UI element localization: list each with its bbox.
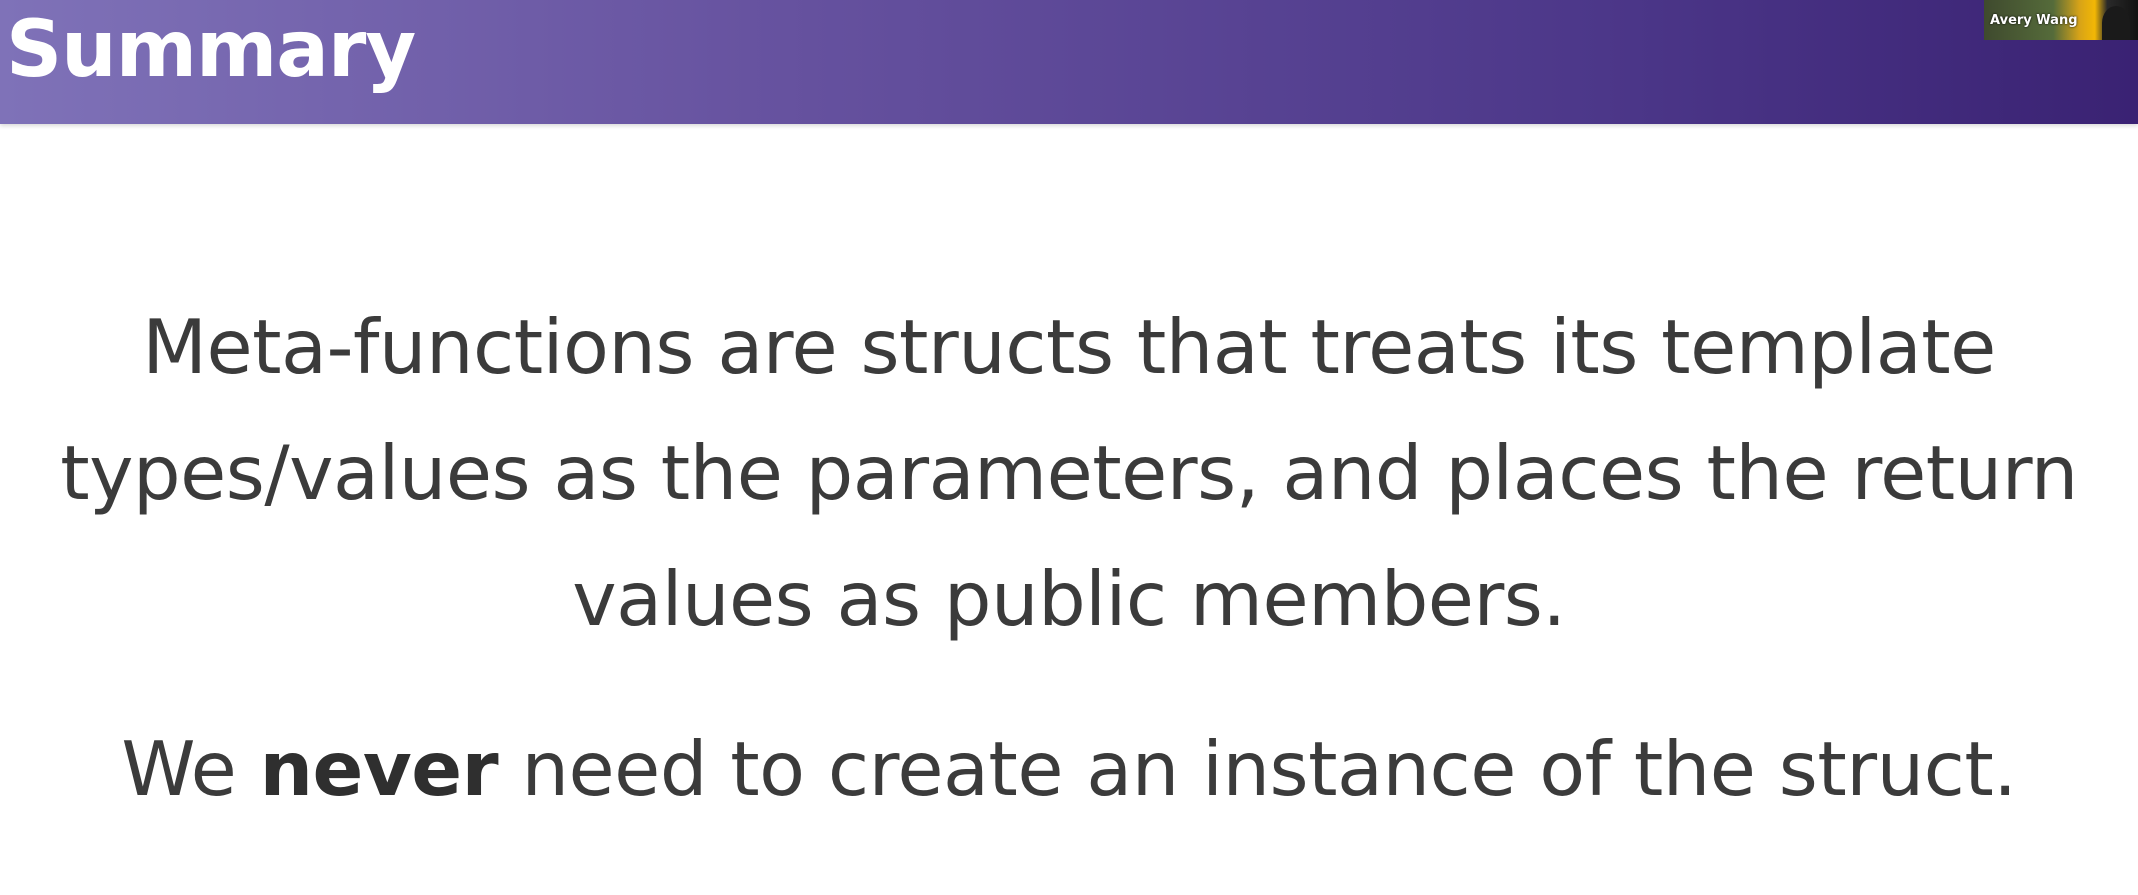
slide-content [0, 124, 2138, 895]
slide-header-bar [0, 0, 2138, 124]
emphasis-never: never [259, 725, 499, 813]
participant-name: Avery Wang [1990, 13, 2078, 28]
slide-title: Summary [6, 5, 416, 95]
paragraph-text-before: We [121, 725, 260, 813]
summary-paragraph-instance [20, 706, 2118, 832]
participant-video-tile[interactable] [1984, 0, 2138, 40]
summary-paragraph-definition: Meta-functions are structs that treats its template types/values as the parameters, and places the return values as public members. [60, 303, 2078, 643]
participant-avatar [2102, 6, 2130, 40]
paragraph-text-after: need to create an instance of the struct. [498, 725, 2017, 813]
